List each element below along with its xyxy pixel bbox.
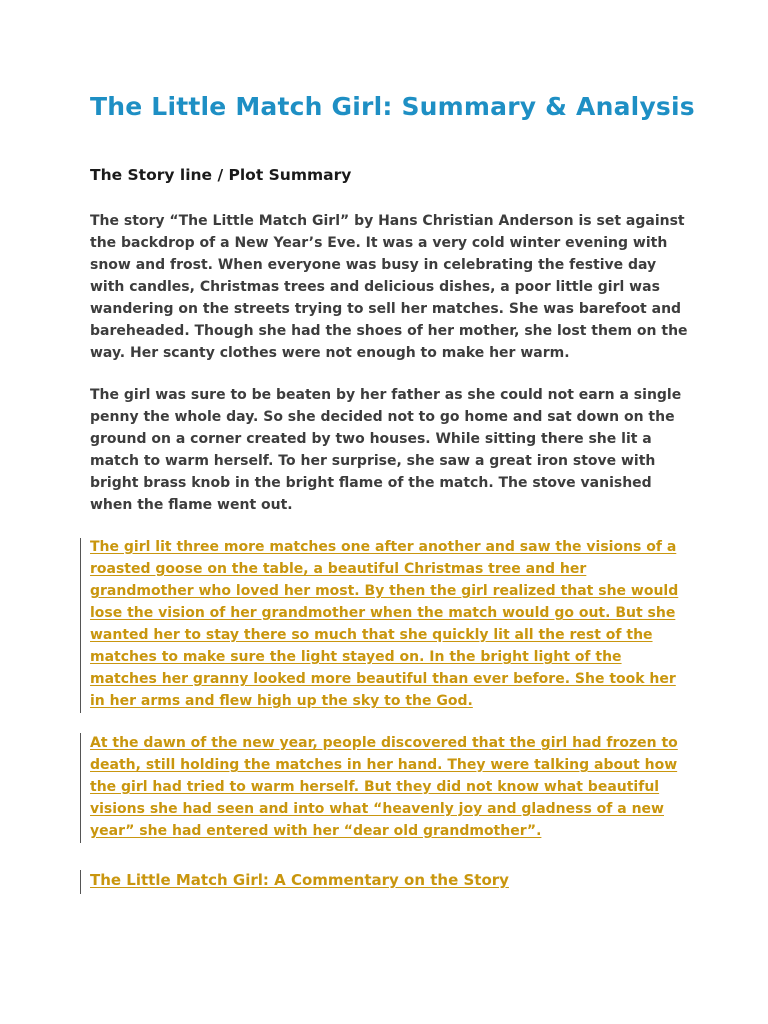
paragraph-first-match: The girl was sure to be beaten by her father as she could not earn a single penny the whole day. So she decided not to go home and sat down on the ground on a corner created by two houses. While sitting there she lit a match to warm herself. To her surprise, she saw a great iron stove with bright brass knob in the bright flame of the match. The stove vanished when the flame went out. (90, 387, 682, 513)
commentary-heading-link[interactable]: The Little Match Girl: A Commentary on the Story (90, 871, 509, 889)
section-heading: The Story line / Plot Summary (90, 166, 352, 184)
paragraph-dawn: At the dawn of the new year, people discovered that the girl had frozen to death, still holding the matches in her hand. They were talking about how the girl had tried to warm herself. But they did not know what beautiful visions she had seen and into what “heavenly joy and gladness of a new year” she had entered with her “dear old grandmother”. (90, 735, 678, 839)
page-title: The Little Match Girl: Summary & Analysis (90, 92, 695, 121)
paragraph-visions: The girl lit three more matches one after another and saw the visions of a roasted goose on the table, a beautiful Christmas tree and her grandmother who loved her most. By then the girl realized that she would lose the vision of her grandmother when the match would go out. But she wanted her to stay there so much that she quickly lit all the rest of the matches to make sure the light stayed on. In the bright light of the matches her granny looked more beautiful than ever before. She took her in her arms and flew high up the sky to the God. (90, 539, 679, 709)
change-bar (80, 733, 81, 843)
change-bar (80, 538, 81, 713)
paragraph-intro: The story “The Little Match Girl” by Hans Christian Anderson is set against the backdrop of a New Year’s Eve. It was a very cold winter evening with snow and frost. When everyone was busy in celebrating the festive day with candles, Christmas trees and delicious dishes, a poor little girl was wandering on the streets trying to sell her matches. She was barefoot and bareheaded. Though she had the shoes of her mother, she lost them on the way. Her scanty clothes were not enough to make her warm. (90, 213, 688, 361)
change-bar (80, 870, 81, 894)
